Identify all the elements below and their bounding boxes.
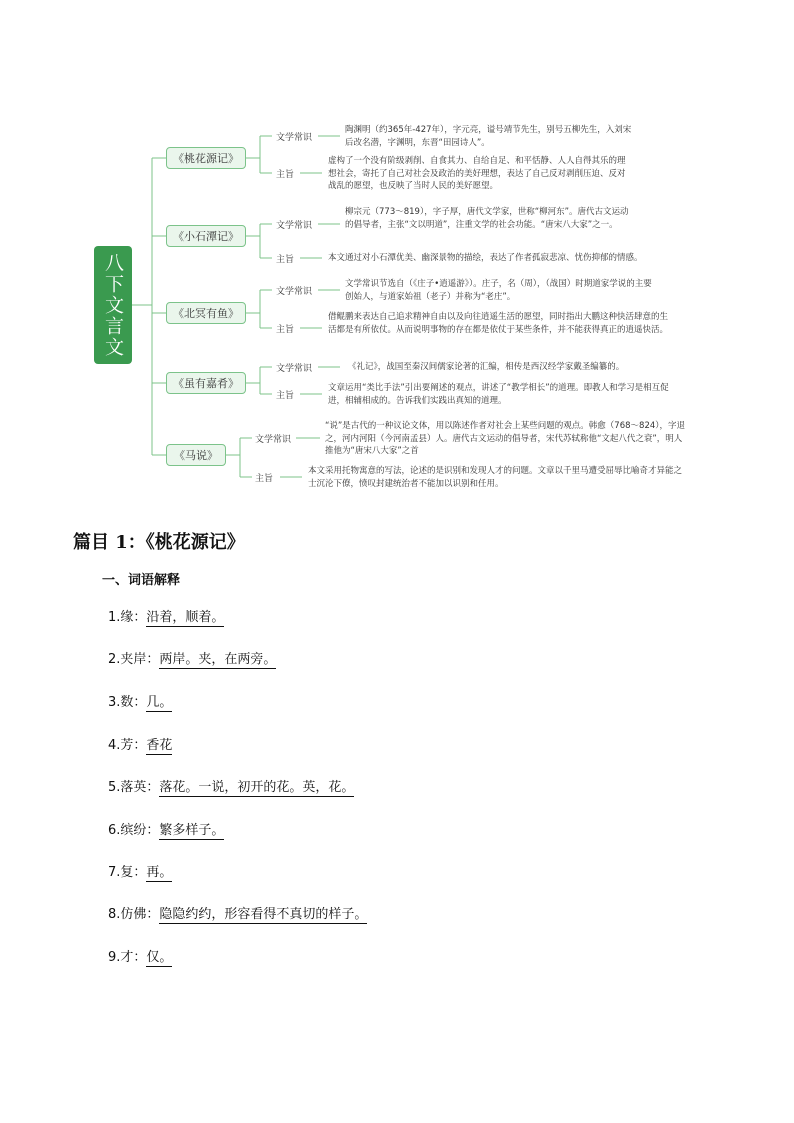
vocab-definition: 隐隐约约，形容看得不真切的样子。 (159, 907, 368, 922)
knowledge-text: 陶渊明（约365年-427年），字元亮，谥号靖节先生，别号五柳先生，入刘宋后改名潜，字渊明，东晋“田园诗人”。 (345, 125, 632, 148)
vocab-term: 4.芳： (108, 738, 147, 753)
vocab-term: 8.仿佛： (108, 907, 160, 922)
vocab-item (108, 903, 367, 922)
knowledge-label: 文学常识 (276, 287, 313, 297)
vocab-term: 1.缘： (108, 610, 147, 625)
vocab-term: 2.夹岸： (108, 652, 160, 667)
theme-label: 主旨 (255, 474, 274, 484)
vocab-definition: 香花 (146, 738, 173, 753)
branch-title-taohuayuanji: 《桃花源记》 (166, 147, 246, 169)
vocab-item (108, 776, 354, 795)
theme-label: 主旨 (276, 391, 295, 401)
vocab-item (108, 861, 172, 880)
branch-title-suiyoujiayao: 《虽有嘉肴》 (166, 372, 246, 394)
vocab-term: 7.复： (108, 865, 147, 880)
knowledge-label: 文学常识 (276, 364, 313, 374)
knowledge-text: 《礼记》，战国至秦汉间儒家论著的汇编，相传是西汉经学家戴圣编纂的。 (348, 362, 625, 372)
mind-map-root: 八下文言文 (94, 246, 132, 364)
vocab-term: 3.数： (108, 695, 147, 710)
knowledge-text: 柳宗元（773～819），字子厚，唐代文学家，世称“柳河东”。唐代古文运动的倡导者，主张“文以明道”，注重文学的社会功能。“唐宋八大家”之一。 (345, 207, 629, 230)
branch-title-xiaoshitanji: 《小石潭记》 (166, 225, 246, 247)
theme-label: 主旨 (276, 170, 295, 180)
vocab-item (108, 606, 224, 625)
knowledge-text: “说”是古代的一种议论文体，用以陈述作者对社会上某些问题的观点。韩愈（768～824），字退之，河内河阳（今河南孟县）人。唐代古文运动的倡导者，宋代苏轼称他“文起八代之衰”，明人推他为“唐宋八大家”之首 (325, 421, 686, 456)
vocab-item (108, 819, 224, 838)
theme-text: 本文采用托物寓意的写法，论述的是识别和发现人才的问题。文章以千里马遭受屈辱比喻奇才异能之士沉沦下僚，愤叹封建统治者不能加以识别和任用。 (308, 466, 683, 489)
knowledge-label: 文学常识 (255, 435, 292, 445)
vocab-definition: 再。 (146, 865, 173, 880)
theme-text: 虚构了一个没有阶级剥削、自食其力、自给自足、和平恬静、人人自得其乐的理想社会，寄托了自己对社会及政治的美好理想，表达了自己反对剥削压迫、反对战乱的愿望，也反映了当时人民的美好愿望。 (328, 156, 626, 191)
theme-label: 主旨 (276, 325, 295, 335)
branch-title-mashuo: 《马说》 (166, 444, 226, 466)
mind-map (0, 0, 794, 510)
vocab-definition: 繁多样子。 (159, 823, 225, 838)
vocab-item (108, 946, 172, 965)
knowledge-text: 文学常识节选自（《庄子•逍遥游》）。庄子，名（周），（战国）时期道家学说的主要创始人，与道家始祖（老子）并称为“老庄”。 (345, 279, 652, 302)
vocab-definition: 仅。 (146, 950, 173, 965)
knowledge-label: 文学常识 (276, 221, 313, 231)
vocab-definition: 沿着，顺着。 (146, 610, 225, 625)
theme-text: 本文通过对小石潭优美、幽深景物的描绘，表达了作者孤寂悲凉、忧伤抑郁的情感。 (328, 253, 643, 263)
vocab-item (108, 734, 172, 753)
vocab-definition: 落花。一说，初开的花。英，花。 (159, 780, 355, 795)
vocab-item (108, 691, 172, 710)
branch-title-beimingyouyu: 《北冥有鱼》 (166, 302, 246, 324)
vocab-definition: 几。 (146, 695, 173, 710)
vocab-term: 5.落英： (108, 780, 160, 795)
theme-text: 文章运用“类比手法”引出要阐述的观点，讲述了“教学相长”的道理。即教人和学习是相互促进，相辅相成的。告诉我们实践出真知的道理。 (328, 383, 669, 406)
theme-text: 借鲲鹏来表达自己追求精神自由以及向往逍遥生活的愿望，同时指出大鹏这种快活肆意的生活都是有所依仗。从而说明事物的存在都是依仗于某些条件，并不能获得真正的逍遥快活。 (328, 312, 669, 335)
vocab-term: 6.缤纷： (108, 823, 160, 838)
section-title: 篇目 1：《桃花源记》 (73, 532, 245, 553)
vocab-definition: 两岸。夹，在两旁。 (159, 652, 277, 667)
vocab-item (108, 648, 276, 667)
theme-label: 主旨 (276, 255, 295, 265)
knowledge-label: 文学常识 (276, 133, 313, 143)
vocab-term: 9.才： (108, 950, 147, 965)
section-subtitle: 一、词语解释 (102, 573, 181, 588)
